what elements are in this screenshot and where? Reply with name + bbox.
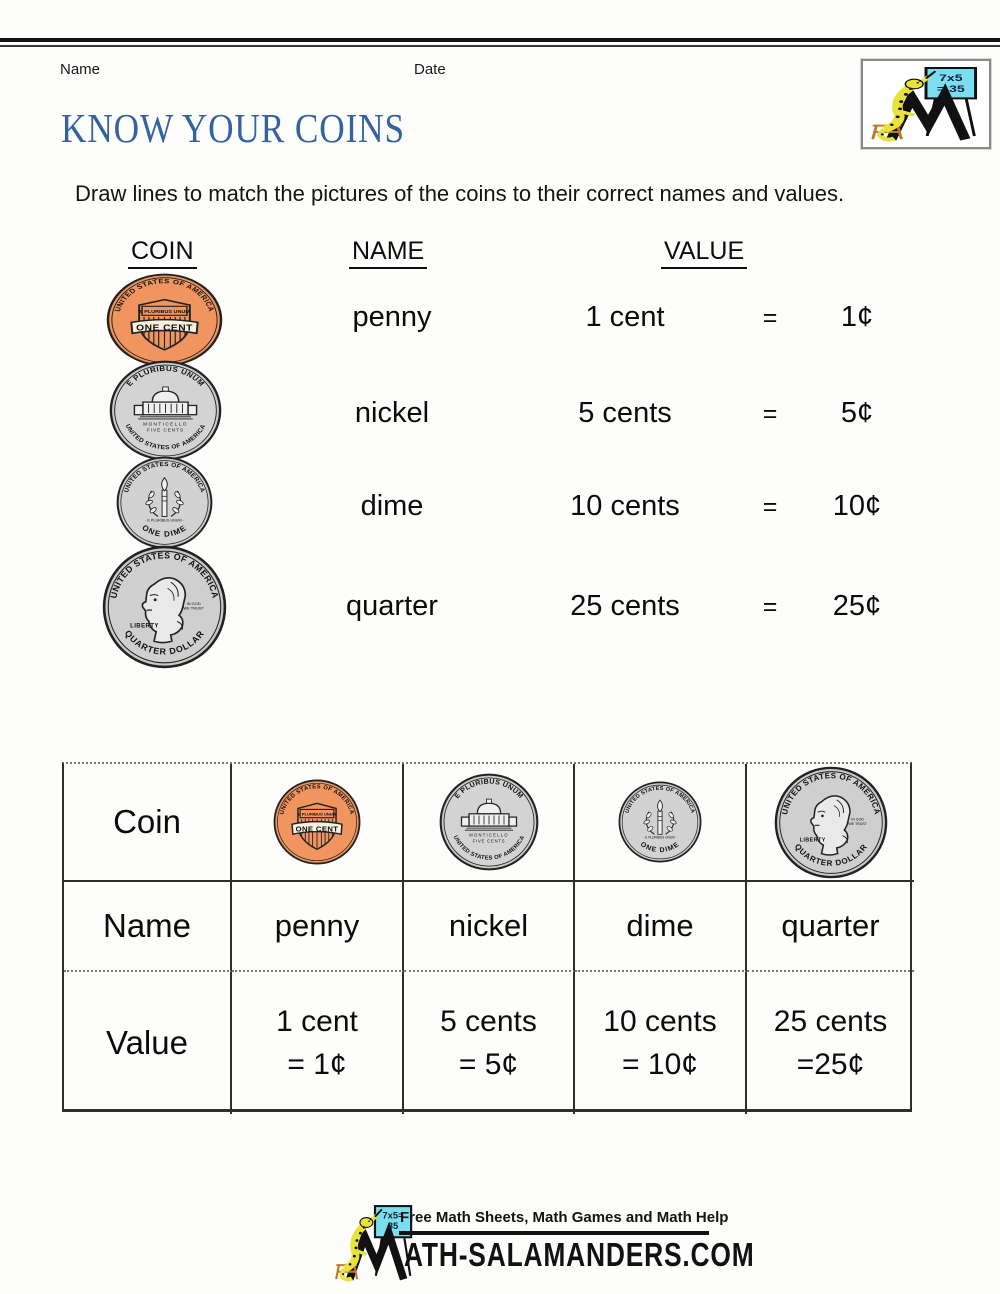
name-column-header: NAME — [349, 237, 427, 269]
table-row-label-name: Name — [64, 882, 232, 972]
table-name-nickel: nickel — [404, 882, 575, 972]
equals-sign-row1: = — [762, 304, 778, 332]
site-logo-box — [861, 59, 991, 149]
table-value-dime — [575, 972, 747, 1114]
match-name-nickel[interactable]: nickel — [354, 397, 430, 429]
equals-sign-row2: = — [762, 400, 778, 428]
table-value-penny — [232, 972, 404, 1114]
top-border-thick-rule — [0, 38, 1000, 42]
table-value-nickel-line1: 5 cents — [440, 1004, 537, 1038]
coin-summary-table — [62, 762, 912, 1112]
table-name-penny: penny — [232, 882, 404, 972]
cents-amount-10: 10¢ — [832, 490, 882, 522]
table-value-nickel-line2: = 5¢ — [458, 1048, 519, 1081]
footer-board-line2: 35 — [387, 1221, 399, 1232]
instruction-text: Draw lines to match the pictures of the coins to their correct names and values. — [75, 181, 845, 206]
dime-coin-image[interactable] — [116, 456, 213, 549]
cents-amount-5: 5¢ — [840, 397, 874, 429]
table-cell-quarter-image — [747, 764, 914, 882]
value-column-header: VALUE — [661, 237, 747, 269]
match-value-10cents[interactable]: 10 cents — [570, 490, 680, 522]
salamander-logo-icon — [867, 64, 985, 144]
table-cell-penny-image — [232, 764, 404, 882]
footer-tagline: Free Math Sheets, Math Games and Math Help — [400, 1209, 729, 1226]
logo-board-line1: 7x5 — [938, 72, 963, 84]
match-value-25cents[interactable]: 25 cents — [570, 590, 680, 622]
table-row-label-value: Value — [64, 972, 232, 1114]
nickel-coin-image[interactable] — [109, 360, 222, 461]
coin-column-header: COIN — [128, 237, 197, 269]
table-cell-nickel-image — [404, 764, 575, 882]
top-border-thin-rule — [0, 45, 1000, 47]
nickel-coin-image-small — [439, 773, 539, 871]
logo-board-line2: = 35 — [936, 83, 965, 95]
footer-board-line1: 7x5= — [382, 1210, 404, 1221]
match-name-penny[interactable]: penny — [352, 301, 432, 333]
table-value-dime-line2: = 10¢ — [622, 1048, 698, 1081]
match-name-quarter[interactable]: quarter — [346, 590, 438, 622]
table-cell-dime-image — [575, 764, 747, 882]
equals-sign-row4: = — [762, 593, 778, 621]
table-value-nickel — [404, 972, 575, 1114]
quarter-coin-image-small — [774, 766, 888, 879]
table-value-penny-line2: = 1¢ — [287, 1048, 347, 1081]
name-label: Name — [60, 61, 101, 78]
cents-amount-25: 25¢ — [832, 590, 882, 622]
table-value-penny-line1: 1 cent — [276, 1004, 358, 1038]
dime-coin-image-small — [618, 781, 702, 863]
footer-site-name[interactable]: ATH-SALAMANDERS.COM — [404, 1236, 755, 1273]
table-value-dime-line1: 10 cents — [603, 1004, 717, 1038]
table-value-quarter-line1: 25 cents — [773, 1004, 888, 1038]
table-name-quarter: quarter — [747, 882, 914, 972]
table-value-quarter-line2: =25¢ — [796, 1048, 865, 1081]
table-row-label-coin: Coin — [64, 764, 232, 882]
table-value-quarter — [747, 972, 914, 1114]
match-value-5cents[interactable]: 5 cents — [578, 397, 672, 429]
quarter-coin-image[interactable] — [102, 545, 227, 669]
page-title: KNOW YOUR COINS — [61, 105, 405, 151]
match-value-1cent[interactable]: 1 cent — [585, 301, 665, 333]
penny-coin-image[interactable] — [106, 273, 223, 367]
cents-amount-1: 1¢ — [840, 301, 874, 333]
equals-sign-row3: = — [762, 493, 778, 521]
penny-coin-image-small — [273, 779, 361, 865]
match-name-dime[interactable]: dime — [360, 490, 424, 522]
footer-divider-rule — [399, 1231, 709, 1235]
date-label: Date — [414, 61, 446, 78]
table-name-dime: dime — [575, 882, 747, 972]
